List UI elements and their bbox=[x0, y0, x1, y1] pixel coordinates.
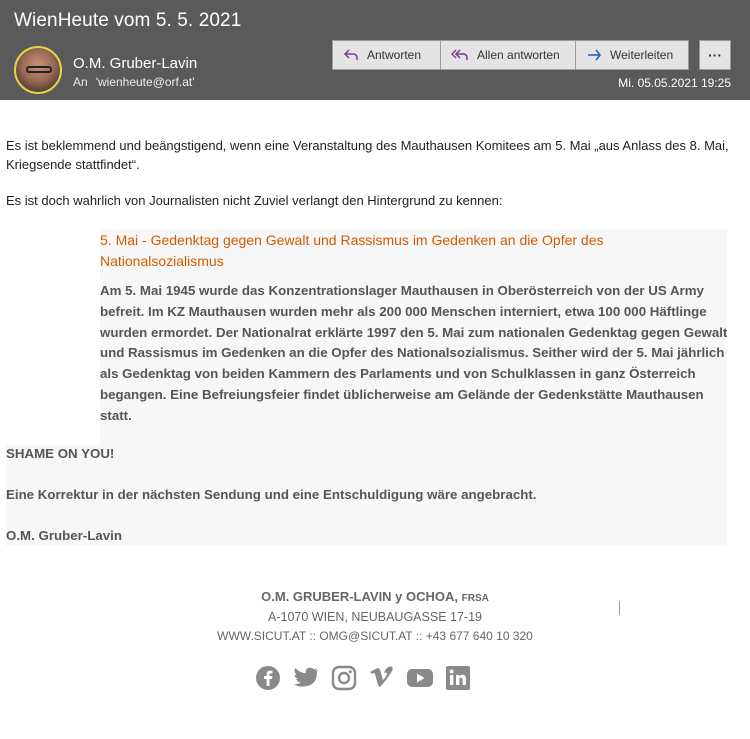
youtube-icon[interactable] bbox=[406, 664, 434, 692]
vimeo-icon[interactable] bbox=[368, 664, 396, 692]
message-subject: WienHeute vom 5. 5. 2021 bbox=[14, 10, 242, 31]
quote-text: Am 5. Mai 1945 wurde das Konzentrationslager Mauthausen in Oberösterreich von der US Army befreit. Im KZ Mauthausen wurden mehr als 200 000 Menschen interniert, etwa 100 000 Häftlinge wurden ermordet. Der Nationalrat erklärte 1997 den 5. Mai zum nationalen Gedenktag gegen Gewalt und Rassismus im Gedenken an die Opfer des Nationalsozialismus. Seither wird der 5. Mai jährlich als Gedenktag von beiden Kammern des Parlaments und von Schulklassen in ganz Österreich begangen. Eine Befreiungsfeier findet üblicherweise am Gelände der Gedenkstätte Mauthausen statt. bbox=[100, 283, 728, 423]
to-label: An bbox=[73, 75, 88, 89]
recipient-line bbox=[73, 75, 195, 89]
message-date: Mi. 05.05.2021 19:25 bbox=[618, 76, 731, 90]
message-header bbox=[0, 0, 750, 100]
body-paragraph-1: Es ist beklemmend und beängstigend, wenn eine Veranstaltung des Mauthausen Komitees am 5. Mai „aus Anlass des 8. Mai, Kriegsende stattfindet“. bbox=[6, 138, 729, 172]
footer-name-text: O.M. GRUBER-LAVIN y OCHOA, bbox=[261, 589, 459, 604]
reply-button[interactable] bbox=[332, 40, 441, 70]
footer-contact[interactable]: WWW.SICUT.AT :: OMG@SICUT.AT :: +43 677 640 10 320 bbox=[217, 629, 533, 643]
forward-button[interactable] bbox=[575, 40, 689, 70]
footer-title-suffix: FRSA bbox=[461, 593, 489, 604]
signature: O.M. Gruber-Lavin bbox=[6, 528, 122, 543]
footer-address: A-1070 WIEN, NEUBAUGASSE 17-19 bbox=[268, 610, 482, 624]
reply-icon bbox=[343, 48, 359, 62]
text-cursor bbox=[619, 601, 620, 615]
sender-name[interactable]: O.M. Gruber-Lavin bbox=[73, 55, 198, 72]
twitter-icon[interactable] bbox=[292, 664, 320, 692]
body-paragraph-2: Es ist doch wahrlich von Journalisten nicht Zuviel verlangt den Hintergrund zu kennen: bbox=[6, 193, 503, 208]
forward-icon bbox=[586, 48, 602, 62]
reply-all-button[interactable] bbox=[440, 40, 576, 70]
message-body bbox=[6, 136, 736, 210]
footer-name bbox=[0, 589, 750, 604]
reply-all-icon bbox=[451, 48, 469, 62]
facebook-icon[interactable] bbox=[254, 664, 282, 692]
reply-all-label: Allen antworten bbox=[477, 48, 560, 62]
linkedin-icon[interactable] bbox=[444, 664, 472, 692]
avatar-glasses bbox=[26, 66, 52, 73]
forward-label: Weiterleiten bbox=[610, 48, 674, 62]
recipient-address[interactable]: 'wienheute@orf.at' bbox=[95, 75, 195, 89]
social-icons bbox=[254, 664, 472, 692]
quote-title: 5. Mai - Gedenktag gegen Gewalt und Rassismus im Gedenken an die Opfer des Nationalsozialismus bbox=[100, 232, 604, 269]
avatar[interactable] bbox=[14, 46, 62, 94]
instagram-icon[interactable] bbox=[330, 664, 358, 692]
correction-line: Eine Korrektur in der nächsten Sendung und eine Entschuldigung wäre angebracht. bbox=[6, 487, 537, 502]
more-options-button[interactable] bbox=[699, 40, 731, 70]
more-icon: ··· bbox=[708, 47, 722, 63]
shame-line: SHAME ON YOU! bbox=[6, 446, 115, 461]
reply-label: Antworten bbox=[367, 48, 422, 62]
